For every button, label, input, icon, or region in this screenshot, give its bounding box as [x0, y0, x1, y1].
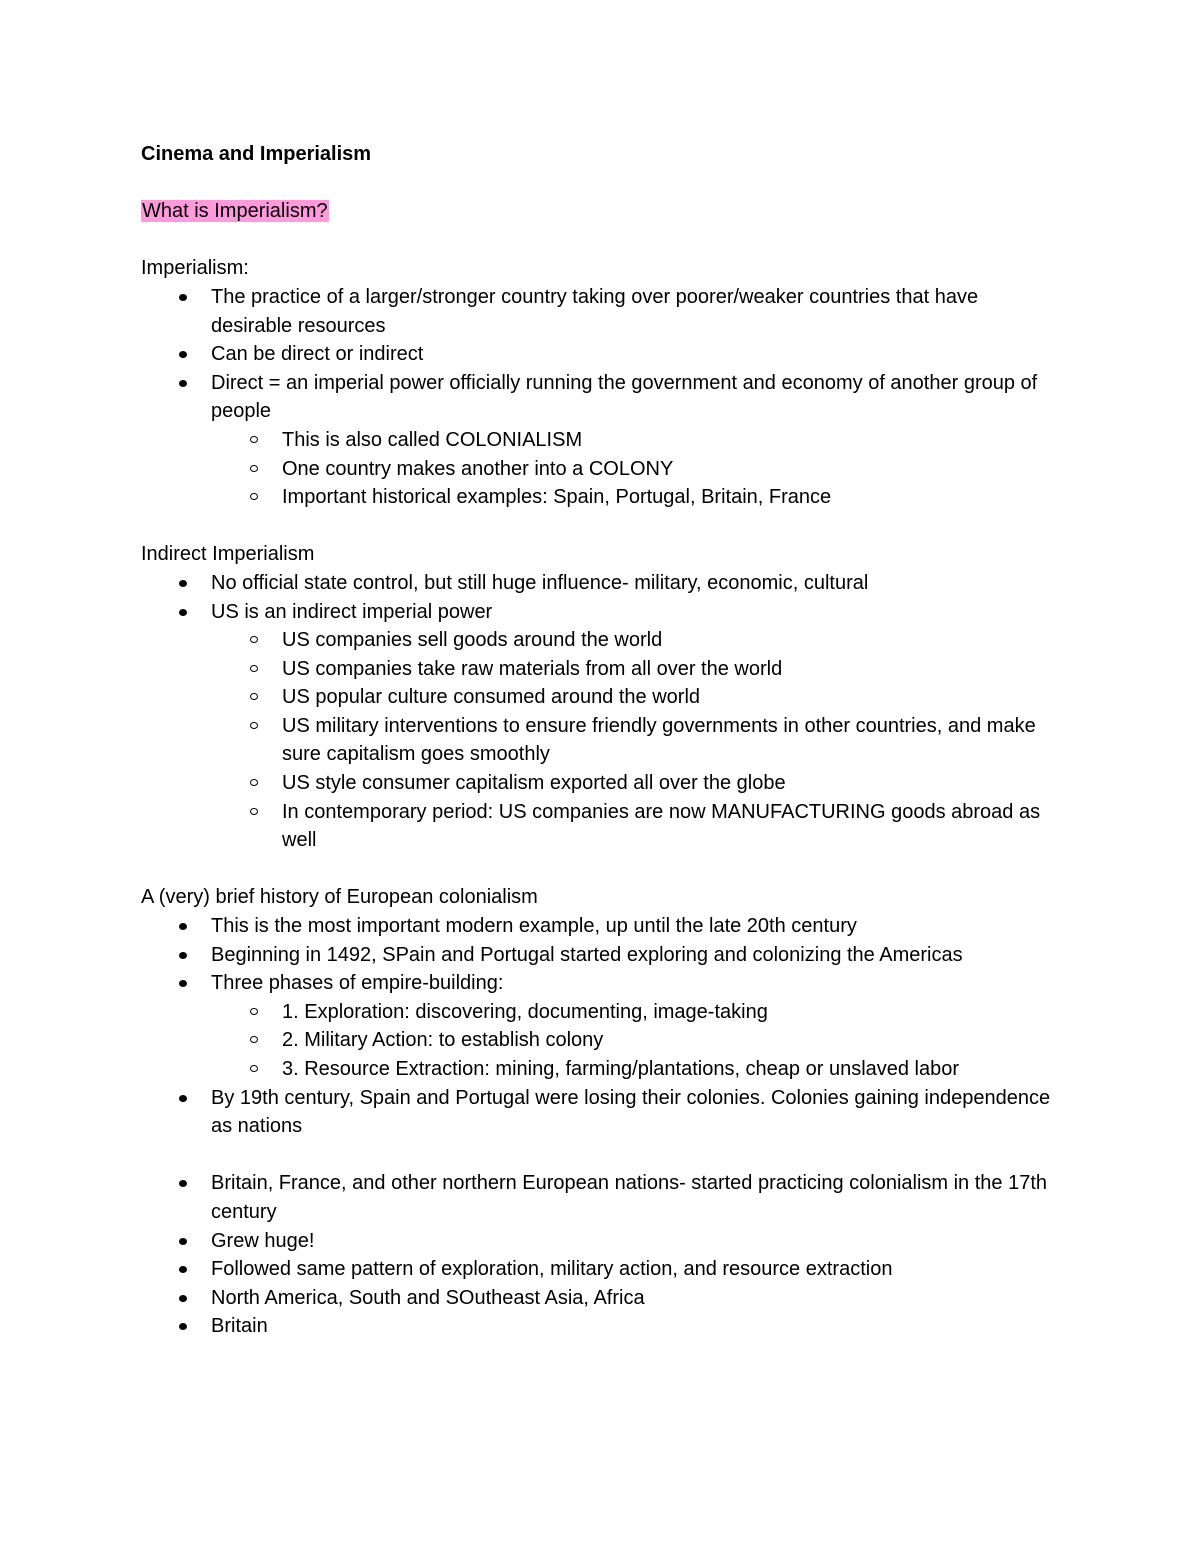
bullet-item	[211, 1312, 1061, 1341]
section-heading: Indirect Imperialism	[141, 543, 315, 566]
sub-bullet-item: Important historical examples: Spain, Portugal, Britain, France	[282, 483, 1061, 512]
bullet-list	[141, 283, 1061, 512]
blank-line	[141, 512, 1061, 541]
sub-bullet-item: US companies take raw materials from all over the world	[282, 655, 1061, 684]
bullet-text: Britain	[211, 1315, 268, 1338]
bullet-item	[211, 912, 1061, 941]
bullet-item	[211, 569, 1061, 598]
bullet-text: Followed same pattern of exploration, military action, and resource extraction	[211, 1258, 893, 1281]
sub-bullet-list	[211, 626, 1061, 855]
bullet-item	[211, 1284, 1061, 1313]
question-line	[141, 197, 1061, 226]
bullet-list	[141, 1169, 1061, 1341]
bullet-text: US is an indirect imperial power	[211, 600, 493, 623]
bullet-item	[211, 1084, 1061, 1141]
section-heading: Imperialism:	[141, 257, 249, 280]
bullet-text: Can be direct or indirect	[211, 343, 424, 366]
bullet-item	[211, 1227, 1061, 1256]
bullet-item	[211, 340, 1061, 369]
sub-bullet-list	[211, 426, 1061, 512]
bullet-text: Three phases of empire-building:	[211, 972, 504, 995]
bullet-text: Britain, France, and other northern European nations- started practicing colonialism in the 17th century	[211, 1172, 1048, 1223]
sub-bullet-item: US popular culture consumed around the world	[282, 683, 1061, 712]
bullet-item	[211, 1255, 1061, 1284]
bullet-item	[211, 598, 1061, 855]
blank-line	[141, 169, 1061, 198]
sub-bullet-list	[211, 998, 1061, 1084]
bullet-list	[141, 569, 1061, 855]
bullet-text: Grew huge!	[211, 1229, 315, 1252]
bullet-text: North America, South and SOutheast Asia, Africa	[211, 1286, 645, 1309]
sub-bullet-item: One country makes another into a COLONY	[282, 455, 1061, 484]
document-title: Cinema and Imperialism	[141, 143, 372, 165]
sub-bullet-item: 1. Exploration: discovering, documenting, image-taking	[282, 998, 1061, 1027]
highlighted-question: What is Imperialism?	[142, 200, 328, 223]
bullet-text: The practice of a larger/stronger country taking over poorer/weaker countries that have desirable resources	[211, 285, 979, 337]
sub-bullet-item: This is also called COLONIALISM	[282, 426, 1061, 455]
sub-bullet-item: 2. Military Action: to establish colony	[282, 1026, 1061, 1055]
section	[141, 883, 1061, 1169]
blank-line	[141, 1141, 1061, 1170]
bullet-item	[211, 941, 1061, 970]
section	[141, 540, 1061, 883]
blank-line	[141, 226, 1061, 255]
sub-bullet-item: US military interventions to ensure friendly governments in other countries, and make sure capitalism goes smoothly	[282, 712, 1061, 769]
bullet-text: By 19th century, Spain and Portugal were losing their colonies. Colonies gaining independence as nations	[211, 1086, 1051, 1138]
document-page	[141, 140, 1061, 1341]
bullet-item	[211, 369, 1061, 512]
bullet-list	[141, 912, 1061, 1141]
sections-container	[141, 254, 1061, 1341]
bullet-text: Beginning in 1492, SPain and Portugal started exploring and colonizing the Americas	[211, 943, 963, 966]
bullet-item	[211, 1169, 1061, 1226]
bullet-text: Direct = an imperial power officially running the government and economy of another group of people	[211, 371, 1038, 423]
section	[141, 254, 1061, 540]
section	[141, 1169, 1061, 1341]
sub-bullet-item: 3. Resource Extraction: mining, farming/plantations, cheap or unslaved labor	[282, 1055, 1061, 1084]
bullet-item	[211, 283, 1061, 340]
bullet-item	[211, 969, 1061, 1083]
blank-line	[141, 855, 1061, 884]
bullet-text: No official state control, but still huge influence- military, economic, cultural	[211, 571, 869, 594]
sub-bullet-item: In contemporary period: US companies are now MANUFACTURING goods abroad as well	[282, 798, 1061, 855]
section-heading: A (very) brief history of European colonialism	[141, 886, 538, 909]
bullet-text: This is the most important modern example, up until the late 20th century	[211, 915, 857, 938]
sub-bullet-item: US companies sell goods around the world	[282, 626, 1061, 655]
sub-bullet-item: US style consumer capitalism exported all over the globe	[282, 769, 1061, 798]
